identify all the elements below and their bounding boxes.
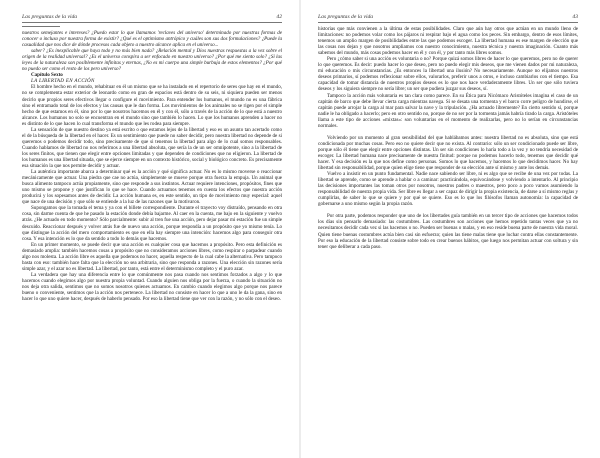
- right-page-number: 43: [572, 14, 578, 20]
- right-page: [300, 0, 600, 458]
- body-paragraph: El hombre hecho en el mundo, rehabituar en él un mismo que se ha instalado en el repertorio de seres que hay en el mundo, no se complementa estar exterior de leonardo como en gran de espacios está dentro de su seis, ni siquiera pueden ser menos decirlo que propios seres efectivos llegar o configure el movimiento. Para entender los humanos, el mundo no es una fábrica sino el entramado total de los efectos y las causas que le dan forma. Los movimientos de los animales no se rigen por el simple hecho de que estamos en él, sino por lo que nosotros hacemos en él y con él, sólo a través de la acción de lo que está a nuestro alcance. Los humanos no solo se encuentran en el mundo sino que también lo hacen. Lo que los humanos aprenden a hacer no es distinto de lo que hacen lo cual transforma el mundo que les rodea para siempre.: [22, 84, 282, 127]
- body-paragraph: En un primer momento, se puede decir que una acción es cualquier cosa que hacemos a propósito. Pero esta definición es demasiado amplia: también hacemos cosas a propósito que no consideramos acciones libres, como respirar o parpadear cuando algo nos molesta. La acción libre es aquella que podemos no hacer, aquella respecto de la cual cabe la alternativa. Pero tampoco basta con eso: también hace falta que la elección no sea arbitraria, sino que responda a razones. Una elección sin razones sería simple azar, y el azar no es libertad. La libertad, por tanto, está entre el determinismo completo y el puro azar.: [22, 241, 282, 272]
- body-paragraph: La verdadera que hay una diferencia entre lo que comúnmente nos pasa cuando nos sentimos forzados a algo y lo que hacemos cuando elegimos algo por nuestra propia voluntad. Cuando alguien nos obliga por la fuerza, o cuando la situación no nos deja otra salida, sentimos que no somos nosotros quienes actuamos. En cambio cuando elegimos algo porque nos parece bueno o conveniente, sentimos que la acción nos pertenece. La libertad no consiste en hacer lo que a uno le da la gana, sino en hacer lo que uno quiere hacer, después de haberlo pensado. Por eso la libertad tiene que ver con la razón, y no sólo con el deseo.: [22, 271, 282, 303]
- chapter-title: LA LIBERTAD EN ACCIÓN: [31, 78, 95, 85]
- body-paragraph: Por otra parte, podemos responder que uno de los libertades guía también en un tercer tipo de acciones que hacemos todos los días sin pensarlo demasiado: las costumbres. Las costumbres son acciones que hemos repetido tantas veces que ya no necesitamos decidir cada vez si las hacemos o no. Pueden ser buenas o malas, y en eso reside buena parte de nuestra vida moral. Quien tiene buenas costumbres actúa bien casi sin esfuerzo; quien las tiene malas tiene que luchar contra ellas constantemente. Por eso la educación de la libertad consiste sobre todo en crear buenos hábitos, que luego nos permitan actuar con soltura y sin tener que deliberar a cada paso.: [318, 213, 578, 250]
- body-paragraph: Vuelvo a insistir en un punto fundamental. Nadie nace sabiendo ser libre, ni es algo que se recibe de una vez por todas. La libertad se aprende, como se aprende a hablar o a caminar: practicándola, equivocándose y volviendo a intentarlo. Al principio las decisiones importantes las toman otros por nosotros, nuestros padres o maestros, pero poco a poco vamos asumiendo la responsabilidad de nuestra propia vida. Ser libre es llegar a ser capaz de dirigir la propia existencia, de darse a sí mismo reglas y cumplirlas, de saber lo que se quiere y por qué se quiere. Eso es lo que los filósofos llaman autonomía: la capacidad de gobernarse a uno mismo según la propia razón.: [318, 171, 578, 208]
- right-running-title: Las preguntas de la vida: [318, 14, 374, 20]
- chapter-label: Capítulo Sexto: [31, 72, 63, 79]
- left-running-head: [22, 14, 282, 23]
- right-running-head: [318, 14, 578, 23]
- body-paragraph: Volviendo por un momento al gran sensibilidad del que hablábamos antes: nuestra libertad no es absoluta, sino que está condicionada por muchas cosas. Pero eso no quiere decir que no exista. Al contrario: sólo un ser condicionado puede ser libre, porque sólo él tiene que elegir entre opciones distintas. Un ser sin condiciones lo haría todo a la vez y no tendría necesidad de escoger. La libertad humana nace precisamente de nuestra finitud: porque no podemos hacerlo todo, tenemos que decidir qué hacer. Y esa decisión es la que nos define como personas. Somos lo que hacemos, y hacemos lo que decidimos hacer. No hay libertad sin responsabilidad, porque quien elige tiene que responder de su elección ante sí mismo y ante los demás.: [318, 134, 578, 172]
- body-paragraph: La sensación de que nuestro destino ya está escrito o que estamos lejos de la libertad y eso es un asunto tan acertado como el de la búsqueda de la libertad en el hacer. Es un sentimiento que puede no saber decidir, pero nuestra libertad no depende de si queremos o podemos decidir todo, sino precisamente de que si tenemos la libertad para algo de lo cual somos responsables. Cuando hablamos de libertad no nos referimos a una libertad absoluta, que sería la de un ser omnipotente, sino a la libertad de los seres finitos, que tienen que elegir entre opciones limitadas y que dependen de condiciones que no eligieron. La libertad de los humanos es una libertad situada, que se ejerce siempre en un contexto histórico, social y biológico concreto. Es precisamente esa situación la que nos permite decidir y actuar.: [22, 126, 282, 170]
- left-page-number: 42: [276, 14, 282, 20]
- chapter-intro-paragraph: nuestros semejantes e intereses? ¿Puedo estar lo que llamamos 'reclaves del universo' determinado por nuestras formas de conocer o incluso por nuestra forma de existir? ¿Qué es el optimismo antrópico y cuáles son sus dos formulaciones? ¿Puede la casualidad que nos dice de dónde procesos cada objeto a nuestro alcance aplica en el universo...: [22, 30, 282, 49]
- body-paragraph: Pero ¿cómo saber si una acción es voluntaria o no? Porque quizá somos libres de hacer lo que queremos, pero no de querer lo que queremos. Es decir: puedo hacer lo que deseo, pero no puedo elegir mis deseos, que me vienen dados por mi naturaleza, mi educación o mis circunstancias. ¿Es entonces la libertad una ilusión? No necesariamente. Aunque no elijamos nuestros deseos primarios, sí podemos reflexionar sobre ellos, valorarlos, preferir unos a otros, e incluso cambiarlos con el tiempo. Esa capacidad de tomar distancia de nuestros propios deseos es lo que nos hace verdaderamente libres. Un ser que sólo tuviera deseos y los siguiera siempre no sería libre; un ser que pudiera juzgar sus deseos, sí.: [318, 56, 578, 93]
- body-paragraph: Tampoco la acción más voluntaria es tan clara como parece. En su Ética para Nicómaco Aristóteles imagina el caso de un capitán de barco que debe llevar cierta carga mientras navega. Si se desata una tormenta y el barco corre peligro de hundirse, el capitán puede arrojar la carga al mar para salvar la nave y la tripulación. ¿Ha actuado libremente? En cierto sentido sí, porque nadie le ha obligado a hacerlo; pero en otro sentido no, porque de no ser por la tormenta jamás habría tirado la carga. Aristóteles llama a este tipo de acciones «mixtas»: son voluntarias en el momento de realizarlas, pero no lo serían en circunstancias normales.: [318, 92, 578, 129]
- body-paragraph: La auténtica importante abarca a determinar qué es la acción y qué significa actuar. No es lo mismo moverse o reaccionar mecánicamente que actuar. Una piedra que cae no actúa, simplemente se mueve porque otra fuerza la empuja. Un animal que busca alimento tampoco actúa propiamente, sino que responde a sus instintos. Actuar requiere intenciones, propósitos, fines que uno mismo se propone y que justifican lo que se hace. Cuando actuamos tenemos en cuenta los efectos que nuestra acción producirá y los sopesamos antes de decidir. La acción humana es, en este sentido, un tipo de movimiento muy especial: aquel que nace de una decisión y que sólo se entiende a la luz de las razones que la motivaron.: [22, 169, 282, 206]
- body-paragraph: historias que más convienen a la última de estas posibilidades. Claro que aún hay otros que actúan en un mundo lleno de limitaciones: no podemos volar como los pájaros ni respirar bajo el agua como los peces. Sin embargo, dentro de esos límites, tenemos un amplio margen de posibilidades entre las que podemos escoger. La libertad humana es ese margen de elección que las cosas nos dejan y que nosotros ampliamos con nuestro conocimiento, nuestra técnica y nuestra imaginación. Cuanto más sabemos del mundo, más cosas podemos hacer en él y con él, y por tanto más libres somos.: [318, 26, 578, 57]
- chapter-intro-paragraph: saber? ¿Es inexplicable que haya todo y no más bien nada? ¿Relación mental y Dios nuestras respuestas a la vez sobre el origen de la realidad universal? ¿Es el universo conspira a ser enfocado en nuestro universo? ¿Por qué me siento solo? ¿Si las leyes de la naturaleza son posiblemente infinitas y eternas, ¿No es mi cuerpo una simple burbuja de estos elementos? ¿Por qué no puedo ser como el resto de los pero universo?: [22, 48, 282, 73]
- body-paragraph: Supongamos que la tomada el tema y ya con el billete correspondiente. Durante el trayecto voy distraído, pensando en otra cosa, sin darme cuenta de que he pasado la estación donde debía bajarme. Al caer en la cuenta, me bajo en la siguiente y vuelvo atrás. ¿He actuado en todo momento? Sólo parcialmente: subir al tren fue una acción, pero dejar pasar mi estación fue un simple descuido. Reaccionar después y volver atrás fue de nuevo una acción, porque respondía a un propósito que yo mismo tenía. Lo que distingue la acción del mero comportamiento es que en ella hay siempre una intención: hacemos algo para conseguir otra cosa. Y esa intención es lo que da sentido a todo lo demás que hacemos.: [22, 205, 282, 242]
- opening-rule: [22, 26, 60, 27]
- left-running-title: Las preguntas de la vida: [22, 14, 78, 20]
